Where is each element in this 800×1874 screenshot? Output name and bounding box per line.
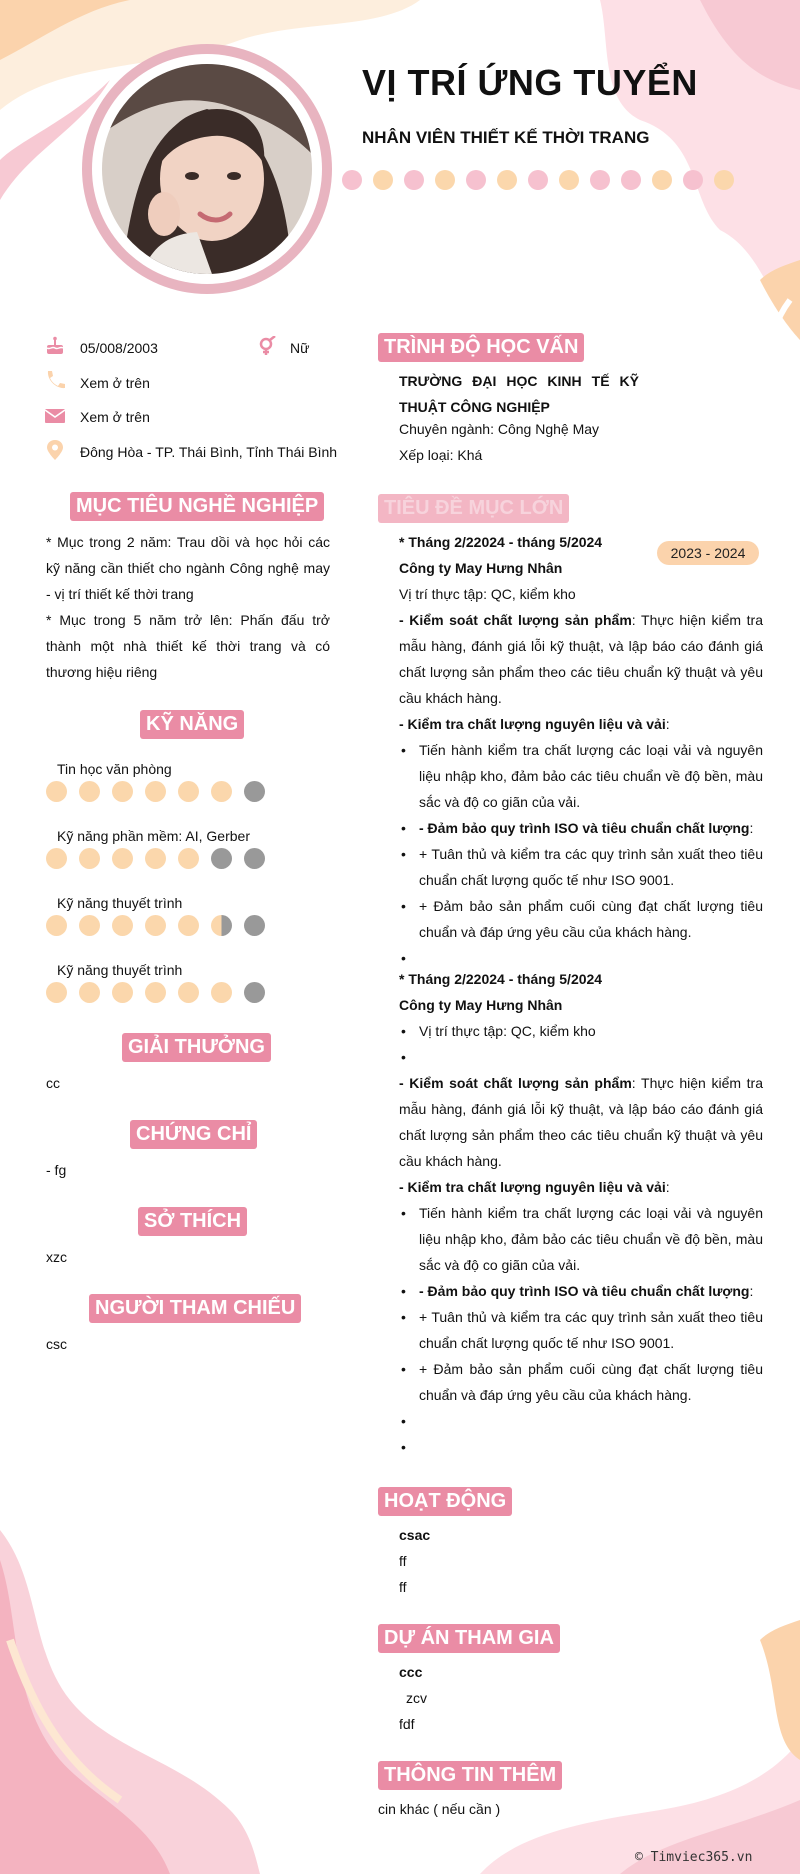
projects-list bbox=[399, 1659, 427, 1737]
job-material-text: • Tiến hành kiểm tra chất lượng các loại vải và nguyên liệu nhập kho, đảm bảo các tiêu chuẩn về độ bền, màu sắc và độ co giãn của vải. bbox=[399, 737, 763, 815]
education-heading: TRÌNH ĐỘ HỌC VẤN bbox=[378, 333, 584, 362]
activity-line: ff bbox=[399, 1579, 407, 1595]
job-material-label: - Kiểm tra chất lượng nguyên liệu và vải bbox=[399, 716, 666, 732]
experience-block-2 bbox=[399, 966, 763, 1460]
job-material-colon: : bbox=[665, 716, 670, 732]
skill-dot bbox=[145, 915, 166, 936]
gender-value: Nữ bbox=[290, 340, 310, 356]
job-iso-item: • + Đảm bảo sản phẩm cuối cùng đạt chất lượng tiêu chuẩn và đáp ứng yêu cầu của khách hàng. bbox=[399, 1356, 763, 1408]
skill-dot bbox=[46, 848, 67, 869]
birthday-cake-icon bbox=[44, 336, 66, 356]
objective-heading: MỤC TIÊU NGHỀ NGHIỆP bbox=[70, 492, 324, 521]
skills-heading: KỸ NĂNG bbox=[140, 710, 244, 739]
skill-dot bbox=[211, 781, 232, 802]
job-company: Công ty May Hưng Nhân bbox=[399, 560, 563, 576]
position-name: NHÂN VIÊN THIẾT KẾ THỜI TRANG bbox=[362, 128, 650, 147]
job-material-text: • Tiến hành kiểm tra chất lượng các loại vải và nguyên liệu nhập kho, đảm bảo các tiêu chuẩn về độ bền, màu sắc và độ co giãn của vải. bbox=[399, 1200, 763, 1278]
experience-year-badge: 2023 - 2024 bbox=[657, 541, 759, 565]
job-iso-label: - Đảm bảo quy trình ISO và tiêu chuẩn chất lượng bbox=[419, 1283, 750, 1299]
skill-dot bbox=[178, 848, 199, 869]
avatar bbox=[102, 64, 312, 274]
skill-dot bbox=[79, 848, 100, 869]
skill-dot bbox=[244, 781, 265, 802]
job-iso-colon: : bbox=[749, 1283, 754, 1299]
project-line: fdf bbox=[399, 1716, 415, 1732]
awards-heading: GIẢI THƯỞNG bbox=[122, 1033, 271, 1062]
skill-name: Tin học văn phòng bbox=[57, 761, 172, 777]
phone-icon bbox=[44, 370, 66, 390]
skill-rating bbox=[46, 915, 265, 936]
references-text: csc bbox=[46, 1336, 67, 1352]
job-role: Vị trí thực tập: QC, kiểm kho bbox=[399, 586, 576, 602]
activity-line: ff bbox=[399, 1553, 407, 1569]
certificates-heading: CHỨNG CHỈ bbox=[130, 1120, 257, 1149]
project-name: ccc bbox=[399, 1664, 423, 1680]
hobbies-heading: SỞ THÍCH bbox=[138, 1207, 247, 1236]
job-qc-text: : Thực hiện kiểm tra mẫu hàng, đánh giá lỗi kỹ thuật, và lập báo cáo đánh giá chất lượng sản phẩm theo các tiêu chuẩn kỹ thuật và yêu cầu khách hàng. bbox=[399, 612, 763, 706]
job-quality-control bbox=[399, 1070, 763, 1174]
phone-value: Xem ở trên bbox=[80, 375, 150, 391]
job-role: • Vị trí thực tập: QC, kiểm kho bbox=[399, 1018, 763, 1044]
empty-bullet bbox=[399, 1408, 763, 1434]
portrait-illustration bbox=[102, 64, 312, 274]
job-iso-item: • + Tuân thủ và kiểm tra các quy trình sản xuất theo tiêu chuẩn chất lượng quốc tế như ISO 9001. bbox=[399, 1304, 763, 1356]
skill-rating bbox=[46, 848, 265, 869]
school-name: TRƯỜNG ĐẠI HỌC KINH TẾ KỸ THUẬT CÔNG NGHIỆP bbox=[399, 373, 639, 415]
job-qc-label: - Kiểm soát chất lượng sản phẩm bbox=[399, 612, 632, 628]
skill-dot bbox=[244, 848, 265, 869]
project-line: zcv bbox=[406, 1690, 427, 1706]
skill-rating bbox=[46, 982, 265, 1003]
empty-bullet bbox=[399, 1434, 763, 1460]
job-iso-label: - Đảm bảo quy trình ISO và tiêu chuẩn chất lượng bbox=[419, 820, 750, 836]
skill-dot bbox=[178, 781, 199, 802]
footer-brand: © Timviec365.vn bbox=[635, 1850, 753, 1865]
education-rank: Xếp loại: Khá bbox=[399, 447, 483, 463]
position-title: VỊ TRÍ ỨNG TUYỂN bbox=[362, 62, 698, 103]
skill-name: Kỹ năng thuyết trình bbox=[57, 895, 183, 911]
skill-dot bbox=[178, 915, 199, 936]
job-period: * Tháng 2/22024 - tháng 5/2024 bbox=[399, 971, 603, 987]
skill-dot bbox=[79, 982, 100, 1003]
activities-list bbox=[399, 1522, 430, 1600]
job-quality-control bbox=[399, 607, 763, 711]
skill-dot bbox=[145, 848, 166, 869]
skill-dot bbox=[79, 781, 100, 802]
objective-long-term: * Mục trong 5 năm trở lên: Phấn đấu trở thành một nhà thiết kế thời trang và có thương hiệu riêng bbox=[46, 612, 330, 680]
skill-dot bbox=[46, 915, 67, 936]
skill-name: Kỹ năng thuyết trình bbox=[57, 962, 183, 978]
skill-dot bbox=[145, 781, 166, 802]
birthday-value: 05/008/2003 bbox=[80, 340, 158, 356]
skill-dot bbox=[112, 915, 133, 936]
certificates-text: - fg bbox=[46, 1162, 67, 1178]
skill-rating bbox=[46, 781, 265, 802]
skill-dot bbox=[46, 781, 67, 802]
experience-heading: TIÊU ĐỀ MỤC LỚN bbox=[378, 494, 569, 523]
skill-dot bbox=[145, 982, 166, 1003]
skill-dot bbox=[244, 915, 265, 936]
objective-short-term: * Mục trong 2 năm: Trau dồi và học hỏi các kỹ năng cần thiết cho ngành Công nghệ may - vị trí thiết kế thời trang bbox=[46, 534, 330, 602]
job-iso-item: • + Đảm bảo sản phẩm cuối cùng đạt chất lượng tiêu chuẩn và đáp ứng yêu cầu của khách hàng. bbox=[399, 893, 763, 945]
job-qc-text: : Thực hiện kiểm tra mẫu hàng, đánh giá lỗi kỹ thuật, và lập báo cáo đánh giá chất lượng sản phẩm theo các tiêu chuẩn kỹ thuật và yêu cầu khách hàng. bbox=[399, 1075, 763, 1169]
skill-dot bbox=[112, 848, 133, 869]
activities-heading: HOẠT ĐỘNG bbox=[378, 1487, 512, 1516]
job-material-label: - Kiểm tra chất lượng nguyên liệu và vải bbox=[399, 1179, 666, 1195]
job-iso-colon: : bbox=[749, 820, 754, 836]
address-value: Đông Hòa - TP. Thái Bình, Tỉnh Thái Bình bbox=[80, 444, 338, 460]
hobbies-text: xzc bbox=[46, 1249, 67, 1265]
job-period: * Tháng 2/22024 - tháng 5/2024 bbox=[399, 534, 603, 550]
job-qc-label: - Kiểm soát chất lượng sản phẩm bbox=[399, 1075, 632, 1091]
skill-dot bbox=[178, 982, 199, 1003]
skill-dot bbox=[112, 781, 133, 802]
decorative-dots bbox=[342, 170, 734, 190]
experience-block-1 bbox=[399, 529, 763, 971]
avatar-frame bbox=[82, 44, 332, 294]
location-pin-icon bbox=[44, 440, 66, 460]
skill-name: Kỹ năng phần mềm: AI, Gerber bbox=[57, 828, 250, 844]
skill-dot bbox=[244, 982, 265, 1003]
skill-dot bbox=[211, 915, 232, 936]
email-value: Xem ở trên bbox=[80, 409, 150, 425]
empty-bullet bbox=[399, 1044, 763, 1070]
skill-dot bbox=[46, 982, 67, 1003]
projects-heading: DỰ ÁN THAM GIA bbox=[378, 1624, 560, 1653]
email-icon bbox=[44, 406, 66, 426]
references-heading: NGƯỜI THAM CHIẾU bbox=[89, 1294, 301, 1323]
extra-info-heading: THÔNG TIN THÊM bbox=[378, 1761, 562, 1790]
awards-text: cc bbox=[46, 1075, 60, 1091]
skill-dot bbox=[112, 982, 133, 1003]
extra-info-text: cin khác ( nếu cần ) bbox=[378, 1801, 501, 1817]
skill-dot bbox=[79, 915, 100, 936]
job-company: Công ty May Hưng Nhân bbox=[399, 997, 563, 1013]
job-material-colon: : bbox=[665, 1179, 670, 1195]
gender-icon bbox=[256, 336, 278, 356]
skill-dot bbox=[211, 848, 232, 869]
education-major: Chuyên ngành: Công Nghệ May bbox=[399, 421, 600, 437]
activity-name: csac bbox=[399, 1527, 431, 1543]
job-iso-item: • + Tuân thủ và kiểm tra các quy trình sản xuất theo tiêu chuẩn chất lượng quốc tế như ISO 9001. bbox=[399, 841, 763, 893]
skill-dot bbox=[211, 982, 232, 1003]
